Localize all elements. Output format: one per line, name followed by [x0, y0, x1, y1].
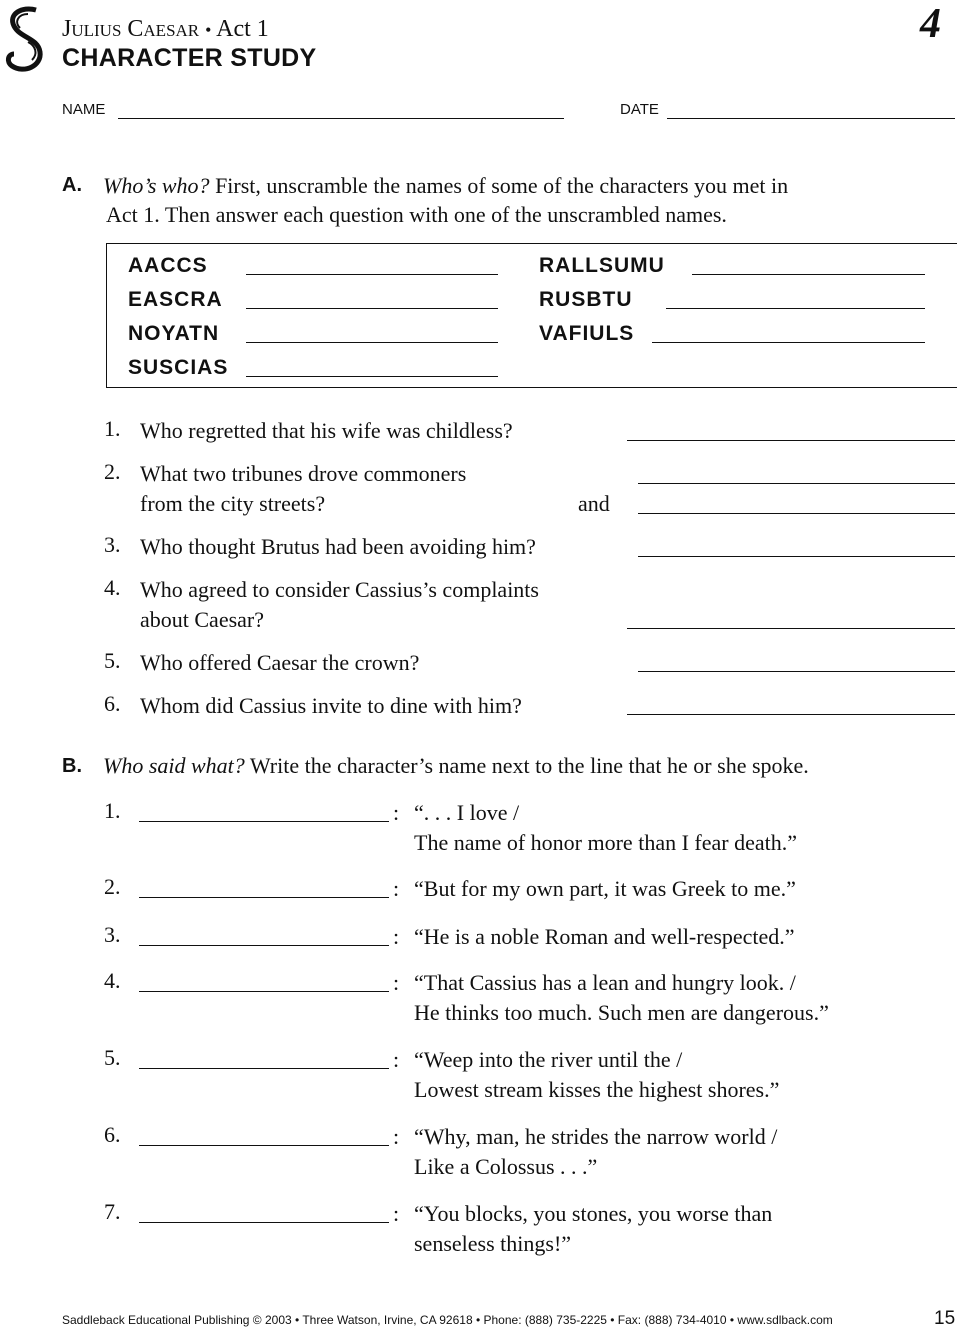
quote-text: “He is a noble Roman and well-respected.” — [414, 924, 795, 949]
quote-number: 2. — [104, 874, 121, 899]
question-text-line2: from the city streets? — [140, 491, 326, 516]
quote-colon: : — [393, 800, 400, 825]
speaker-field[interactable] — [139, 1068, 389, 1069]
quote-text: “Why, man, he strides the narrow world / — [414, 1124, 778, 1149]
question-text: What two tribunes drove commoners — [140, 461, 467, 486]
scrambled-names-box — [106, 243, 957, 388]
speaker-field[interactable] — [139, 1145, 389, 1146]
scrambled-word: EASCRA — [128, 288, 223, 311]
quote-text-line2: Lowest stream kisses the highest shores.” — [414, 1077, 780, 1102]
quote-colon: : — [393, 1124, 400, 1149]
scrambled-answer-field[interactable] — [246, 274, 498, 275]
quote-number: 4. — [104, 968, 121, 993]
date-field[interactable] — [667, 118, 955, 119]
title-bullet: • — [205, 20, 212, 40]
question-text: Who offered Caesar the crown? — [140, 650, 420, 675]
publisher-footer: Saddleback Educational Publishing © 2003 • Three Watson, Irvine, CA 92618 • Phone: (888) 735-2225 • Fax: (888) 734-4010 • www.sdlback.com — [62, 1313, 833, 1327]
quote-text-line2: senseless things!” — [414, 1231, 572, 1256]
question-text: Who thought Brutus had been avoiding him? — [140, 534, 536, 559]
worksheet-title: CHARACTER STUDY — [62, 44, 317, 72]
question-number: 6. — [104, 691, 121, 716]
question-text: Who regretted that his wife was childless? — [140, 418, 513, 443]
answer-connector: and — [578, 491, 610, 516]
scrambled-answer-field[interactable] — [652, 342, 925, 343]
answer-field[interactable] — [627, 628, 955, 629]
scrambled-word: SUSCIAS — [128, 356, 229, 379]
speaker-field[interactable] — [139, 897, 389, 898]
answer-field[interactable] — [638, 513, 955, 514]
scrambled-word: NOYATN — [128, 322, 220, 345]
name-field[interactable] — [118, 118, 564, 119]
question-number: 2. — [104, 459, 121, 484]
section-b-instructions-text: Write the character’s name next to the line that he or she spoke. — [249, 753, 809, 778]
answer-field[interactable] — [638, 671, 955, 672]
scrambled-answer-field[interactable] — [666, 308, 925, 309]
section-b-letter: B. — [62, 755, 82, 777]
question-text-line2: about Caesar? — [140, 607, 264, 632]
question-number: 1. — [104, 416, 121, 441]
quote-number: 1. — [104, 798, 121, 823]
speaker-field[interactable] — [139, 945, 389, 946]
date-label: DATE — [620, 101, 659, 118]
act-label: Act 1 — [216, 16, 269, 42]
section-a-instructions-line2: Act 1. Then answer each question with one of the unscrambled names. — [106, 202, 727, 227]
scrambled-answer-field[interactable] — [246, 342, 498, 343]
answer-field[interactable] — [638, 483, 955, 484]
question-text: Who agreed to consider Cassius’s complaints — [140, 577, 539, 602]
quote-number: 6. — [104, 1122, 121, 1147]
section-a-instructions-line1: First, unscramble the names of some of the characters you met in — [215, 173, 789, 198]
section-b-instructions — [103, 751, 953, 781]
worksheet-series-title — [62, 16, 269, 43]
quote-text: “That Cassius has a lean and hungry look. / — [414, 970, 796, 995]
answer-field[interactable] — [638, 556, 955, 557]
scrambled-answer-field[interactable] — [246, 308, 498, 309]
scrambled-answer-field[interactable] — [246, 376, 498, 377]
speaker-field[interactable] — [139, 1222, 389, 1223]
scrambled-word: RALLSUMU — [539, 254, 665, 277]
speaker-field[interactable] — [139, 991, 389, 992]
quote-text: “Weep into the river until the / — [414, 1047, 683, 1072]
question-number: 5. — [104, 648, 121, 673]
section-a-letter: A. — [62, 174, 82, 196]
question-text: Whom did Cassius invite to dine with him? — [140, 693, 522, 718]
quote-colon: : — [393, 924, 400, 949]
section-a-title: Who’s who? — [103, 173, 210, 198]
section-b-title: Who said what? — [103, 753, 245, 778]
lesson-number: 4 — [920, 1, 941, 47]
answer-field[interactable] — [627, 440, 955, 441]
quote-colon: : — [393, 970, 400, 995]
quote-text-line2: The name of honor more than I fear death.” — [414, 830, 797, 855]
quote-colon: : — [393, 1201, 400, 1226]
scrambled-word: RUSBTU — [539, 288, 633, 311]
scrambled-word: VAFIULS — [539, 322, 635, 345]
quote-number: 5. — [104, 1045, 121, 1070]
answer-field[interactable] — [627, 714, 955, 715]
scrambled-answer-field[interactable] — [692, 274, 925, 275]
quote-number: 7. — [104, 1199, 121, 1224]
speaker-field[interactable] — [139, 821, 389, 822]
quote-number: 3. — [104, 922, 121, 947]
publisher-logo-icon — [2, 4, 48, 74]
quote-text: “You blocks, you stones, you worse than — [414, 1201, 773, 1226]
quote-text-line2: He thinks too much. Such men are dangerous.” — [414, 1000, 829, 1025]
scrambled-word: AACCS — [128, 254, 208, 277]
quote-text: “. . . I love / — [414, 800, 520, 825]
question-number: 3. — [104, 532, 121, 557]
series-title: Julius Caesar — [62, 16, 200, 42]
page-number: 15 — [934, 1308, 956, 1329]
section-a-instructions — [103, 171, 953, 201]
quote-text: “But for my own part, it was Greek to me.” — [414, 876, 796, 901]
quote-colon: : — [393, 1047, 400, 1072]
question-number: 4. — [104, 575, 121, 600]
quote-colon: : — [393, 876, 400, 901]
quote-text-line2: Like a Colossus . . .” — [414, 1154, 598, 1179]
name-label: NAME — [62, 101, 106, 118]
